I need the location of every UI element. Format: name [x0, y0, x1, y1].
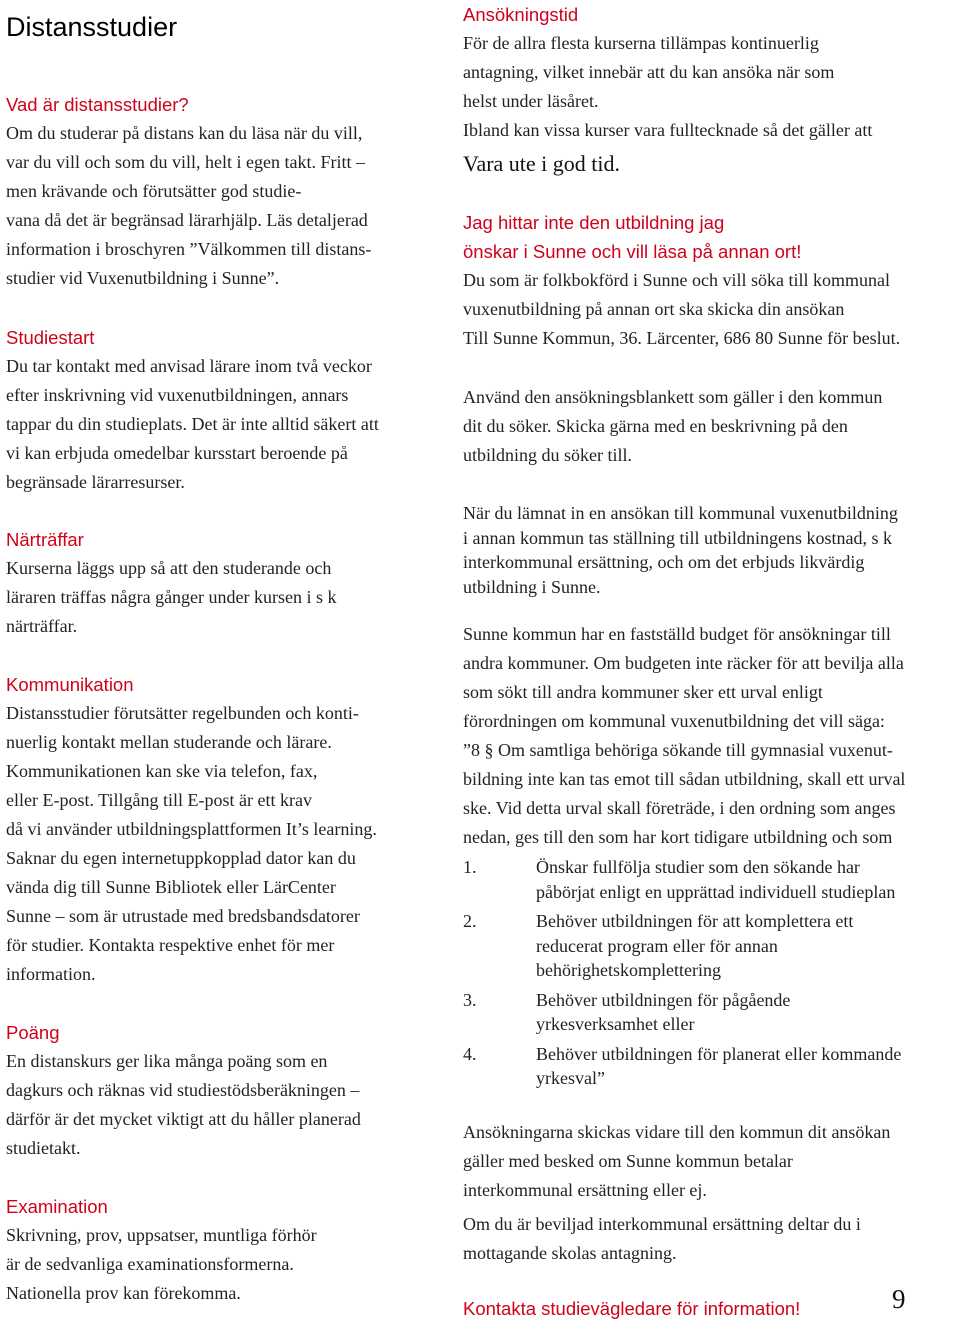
- text-line: Nationella prov kan förekomma.: [6, 1283, 241, 1303]
- text-line: bildning inte kan tas emot till sådan utbildning, skall ett urval: [463, 769, 906, 789]
- section-heading: Kommunikation: [6, 674, 134, 695]
- text-line: behörighetskomplettering: [536, 960, 721, 980]
- text-line: vuxenutbildning på annan ort ska skicka din ansökan: [463, 299, 845, 319]
- text-line: Önskar fullfölja studier som den sökande har: [536, 857, 860, 877]
- section-vad-ar: [6, 90, 446, 293]
- text-line: En distanskurs ger lika många poäng som en: [6, 1051, 328, 1071]
- text-line: påbörjat enligt en upprättad individuell studieplan: [536, 881, 896, 902]
- text-line: för studier. Kontakta respektive enhet för mer: [6, 935, 335, 955]
- text-line: Distansstudier förutsätter regelbunden och konti-: [6, 703, 359, 723]
- section-heading: Examination: [6, 1196, 108, 1217]
- text-line: interkommunal ersättning eller ej.: [463, 1180, 707, 1200]
- text-line: När du lämnat in en ansökan till kommunal vuxenutbildning: [463, 503, 898, 523]
- list-item: [463, 1042, 960, 1091]
- section-heading: Poäng: [6, 1022, 60, 1043]
- section-heading: Studiestart: [6, 327, 95, 348]
- section-blankett: [463, 383, 960, 470]
- list-number: 1.: [463, 857, 477, 877]
- text-line: men krävande och förutsätter god studie-: [6, 181, 302, 201]
- section-skickas: [463, 1118, 960, 1205]
- section-kommunikation: [6, 670, 446, 989]
- text-line: Till Sunne Kommun, 36. Lärcenter, 686 80 Sunne för beslut.: [463, 328, 901, 348]
- text-line: ske. Vid detta urval skall företräde, i den ordning som anges: [463, 798, 896, 818]
- text-line: yrkesverksamhet eller: [536, 1014, 695, 1034]
- text-line: studier vid Vuxenutbildning i Sunne”.: [6, 268, 280, 288]
- text-line: begränsade lärarresurser.: [6, 472, 185, 492]
- text-line: Om du är beviljad interkommunal ersättning deltar du i: [463, 1214, 861, 1234]
- text-line: utbildning du söker till.: [463, 445, 632, 465]
- text-line: vända dig till Sunne Bibliotek eller LärCenter: [6, 877, 336, 897]
- text-line: mottagande skolas antagning.: [463, 1243, 677, 1263]
- text-line: Behöver utbildningen för planerat eller kommande: [536, 1043, 902, 1064]
- section-lamnat: [463, 501, 960, 599]
- list-item: [463, 988, 960, 1037]
- page-title: Distansstudier: [6, 12, 178, 42]
- text-line: Skrivning, prov, uppsatser, muntliga förhör: [6, 1225, 317, 1245]
- section-narträffar: [6, 525, 446, 641]
- text-line: dagkurs och räknas vid studiestödsberäkningen –: [6, 1080, 360, 1100]
- text-line: som sökt till andra kommuner sker ett urval enligt: [463, 682, 823, 702]
- section-examination: [6, 1192, 446, 1308]
- priority-list: [463, 855, 960, 1096]
- section-annan-ort: [463, 208, 960, 353]
- text-line: förordningen om kommunal vuxenutbildning det vill säga:: [463, 711, 885, 731]
- text-line: Om du studerar på distans kan du läsa när du vill,: [6, 123, 363, 143]
- section-poang: [6, 1018, 446, 1163]
- text-line: Saknar du egen internetuppkopplad dator kan du: [6, 848, 356, 868]
- text-line: Ibland kan vissa kurser vara fulltecknade så det gäller att: [463, 120, 873, 140]
- contact-line: [463, 1294, 960, 1323]
- text-line: ”8 § Om samtliga behöriga sökande till gymnasial vuxenut-: [463, 740, 893, 760]
- text-line: information i broschyren ”Välkommen till distans-: [6, 239, 372, 259]
- text-line: vi kan erbjuda omedelbar kursstart beroende på: [6, 443, 348, 463]
- section-heading: Ansökningstid: [463, 4, 579, 25]
- text-line: andra kommuner. Om budgeten inte räcker för att bevilja alla: [463, 653, 904, 673]
- text-line: i annan kommun tas ställning till utbildningens kostnad, s k: [463, 527, 892, 548]
- text-line: Sunne kommun har en fastställd budget för ansökningar till: [463, 624, 891, 644]
- text-line: är de sedvanliga examinationsformerna.: [6, 1254, 294, 1274]
- text-line: tappar du din studieplats. Det är inte alltid säkert att: [6, 414, 379, 434]
- section-heading: Jag hittar inte den utbildning jag: [463, 212, 725, 233]
- text-line: För de allra flesta kurserna tillämpas kontinuerlig: [463, 33, 819, 53]
- text-line: Använd den ansökningsblankett som gäller i den kommun: [463, 387, 883, 407]
- text-line: Kurserna läggs upp så att den studerande och: [6, 558, 332, 578]
- list-number: 3.: [463, 989, 477, 1010]
- page-number: 9: [892, 1284, 906, 1314]
- text-line: Kommunikationen kan ske via telefon, fax,: [6, 761, 318, 781]
- section-ansokningstid: [463, 0, 960, 183]
- text-line: interkommunal ersättning, och om det erbjuds likvärdig: [463, 552, 865, 572]
- text-line: Du som är folkbokförd i Sunne och vill söka till kommunal: [463, 270, 890, 290]
- text-line: vana då det är begränsad lärarhjälp. Läs detaljerad: [6, 210, 368, 230]
- text-line: nedan, ges till den som har kort tidigare utbildning och som: [463, 827, 893, 847]
- text-line: därför är det mycket viktigt att du håller planerad: [6, 1109, 361, 1129]
- section-studiestart: [6, 323, 446, 497]
- section-heading: Närträffar: [6, 529, 84, 550]
- section-budget: [463, 620, 960, 852]
- text-line: Sunne – som är utrustade med bredsbandsdatorer: [6, 906, 360, 926]
- emphasis-text: Vara ute i god tid.: [463, 151, 621, 176]
- text-line: yrkesval”: [536, 1068, 605, 1088]
- text-line: Du tar kontakt med anvisad lärare inom två veckor: [6, 356, 372, 376]
- list-item: [463, 909, 960, 983]
- text-line: då vi använder utbildningsplattformen It’s learning.: [6, 819, 377, 839]
- text-line: helst under läsåret.: [463, 91, 599, 111]
- text-line: utbildning i Sunne.: [463, 576, 601, 597]
- text-line: Behöver utbildningen för pågående: [536, 989, 791, 1010]
- section-heading: önskar i Sunne och vill läsa på annan ort!: [463, 241, 802, 262]
- text-line: Ansökningarna skickas vidare till den kommun dit ansökan: [463, 1122, 891, 1142]
- section-heading: Vad är distansstudier?: [6, 94, 189, 115]
- text-line: närträffar.: [6, 616, 78, 636]
- text-line: efter inskrivning vid vuxenutbildningen, annars: [6, 385, 349, 405]
- text-line: eller E-post. Tillgång till E-post är ett krav: [6, 790, 312, 810]
- list-item: [463, 855, 960, 904]
- text-line: gäller med besked om Sunne kommun betalar: [463, 1151, 793, 1171]
- section-beviljad: [463, 1210, 960, 1268]
- contact-text: Kontakta studievägledare för information!: [463, 1298, 801, 1319]
- text-line: var du vill och som du vill, helt i egen takt. Fritt –: [6, 152, 365, 172]
- text-line: Behöver utbildningen för att komplettera ett: [536, 911, 854, 931]
- text-line: antagning, vilket innebär att du kan ansöka när som: [463, 62, 835, 82]
- text-line: läraren träffas några gånger under kursen i s k: [6, 587, 337, 607]
- text-line: nuerlig kontakt mellan studerande och lärare.: [6, 732, 332, 752]
- text-line: dit du söker. Skicka gärna med en beskrivning på den: [463, 416, 848, 436]
- text-line: reducerat program eller för annan: [536, 935, 778, 956]
- text-line: studietakt.: [6, 1138, 81, 1158]
- list-number: 2.: [463, 911, 477, 931]
- list-number: 4.: [463, 1043, 477, 1064]
- text-line: information.: [6, 964, 96, 984]
